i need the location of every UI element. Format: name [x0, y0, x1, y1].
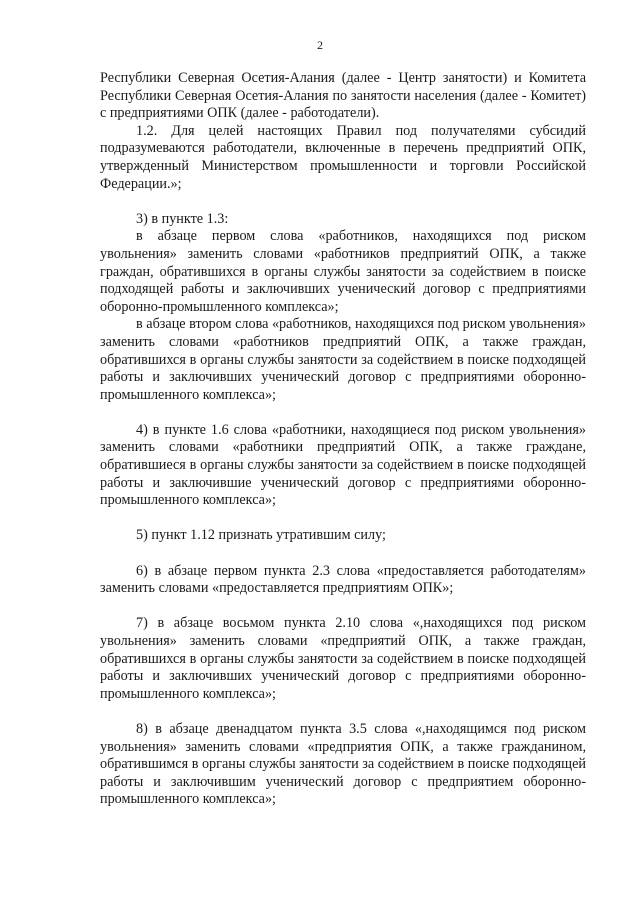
- page-number: 2: [317, 38, 323, 52]
- document-body: [100, 70, 586, 809]
- paragraph-1-2: 1.2. Для целей настоящих Правил под получателями субсидий подразумеваются работодатели, включенные в перечень предприятий ОПК, утвержденный Министерством промышленности и торговли Российской Федерации.»;: [100, 122, 586, 192]
- paragraph-item-6: 6) в абзаце первом пункта 2.3 слова «предоставляется работодателям» заменить словами «предоставляется предприятиям ОПК»;: [100, 562, 586, 597]
- paragraph-item-5: 5) пункт 1.12 признать утратившим силу;: [136, 527, 386, 544]
- paragraph-item-8: 8) в абзаце двенадцатом пункта 3.5 слова «,находящимся под риском увольнения» заменить словами «предприятия ОПК, а также гражданином, обратившимся в органы службы занятости за содействием в поиске подходящей работы и заключившим ученический договор с предприятием оборонно-промышленного комплекса»;: [100, 720, 586, 808]
- paragraph-continuation: Республики Северная Осетия-Алания (далее - Центр занятости) и Комитета Республики Северная Осетия-Алания по занятости населения (далее - Комитет) с предприятиями ОПК (далее - работодатели).: [100, 70, 586, 122]
- paragraph-item-4: 4) в пункте 1.6 слова «работники, находящиеся под риском увольнения» заменить словами «работники предприятий ОПК, а также граждане, обратившиеся в органы службы занятости за содействием в поиске подходящей работы и заключившие ученический договор с предприятиями оборонно-промышленного комплекса»;: [100, 421, 586, 509]
- paragraph-item-7: 7) в абзаце восьмом пункта 2.10 слова «,находящихся под риском увольнения» заменить словами «предприятий ОПК, а также граждан, обратившихся в органы службы занятости за содействием в поиске подходящей работы и заключивших ученический договор с предприятиями оборонно-промышленного комплекса»;: [100, 615, 586, 702]
- paragraph-item-3-second: в абзаце втором слова «работников, находящихся под риском увольнения» заменить словами «работников предприятий ОПК, а также граждан, обратившихся в органы службы занятости за содействием в поиске подходящей работы и заключивших ученический договор с предприятиями оборонно-промышленного комплекса»;: [100, 316, 586, 403]
- paragraph-item-3-first: в абзаце первом слова «работников, находящихся под риском увольнения» заменить словами «работников предприятий ОПК, а также граждан, обратившихся в органы службы занятости за содействием в поиске подходящей работы и заключивших ученический договор с предприятиями оборонно-промышленного комплекса»;: [100, 228, 586, 315]
- paragraph-item-3: 3) в пункте 1.3:: [136, 210, 229, 227]
